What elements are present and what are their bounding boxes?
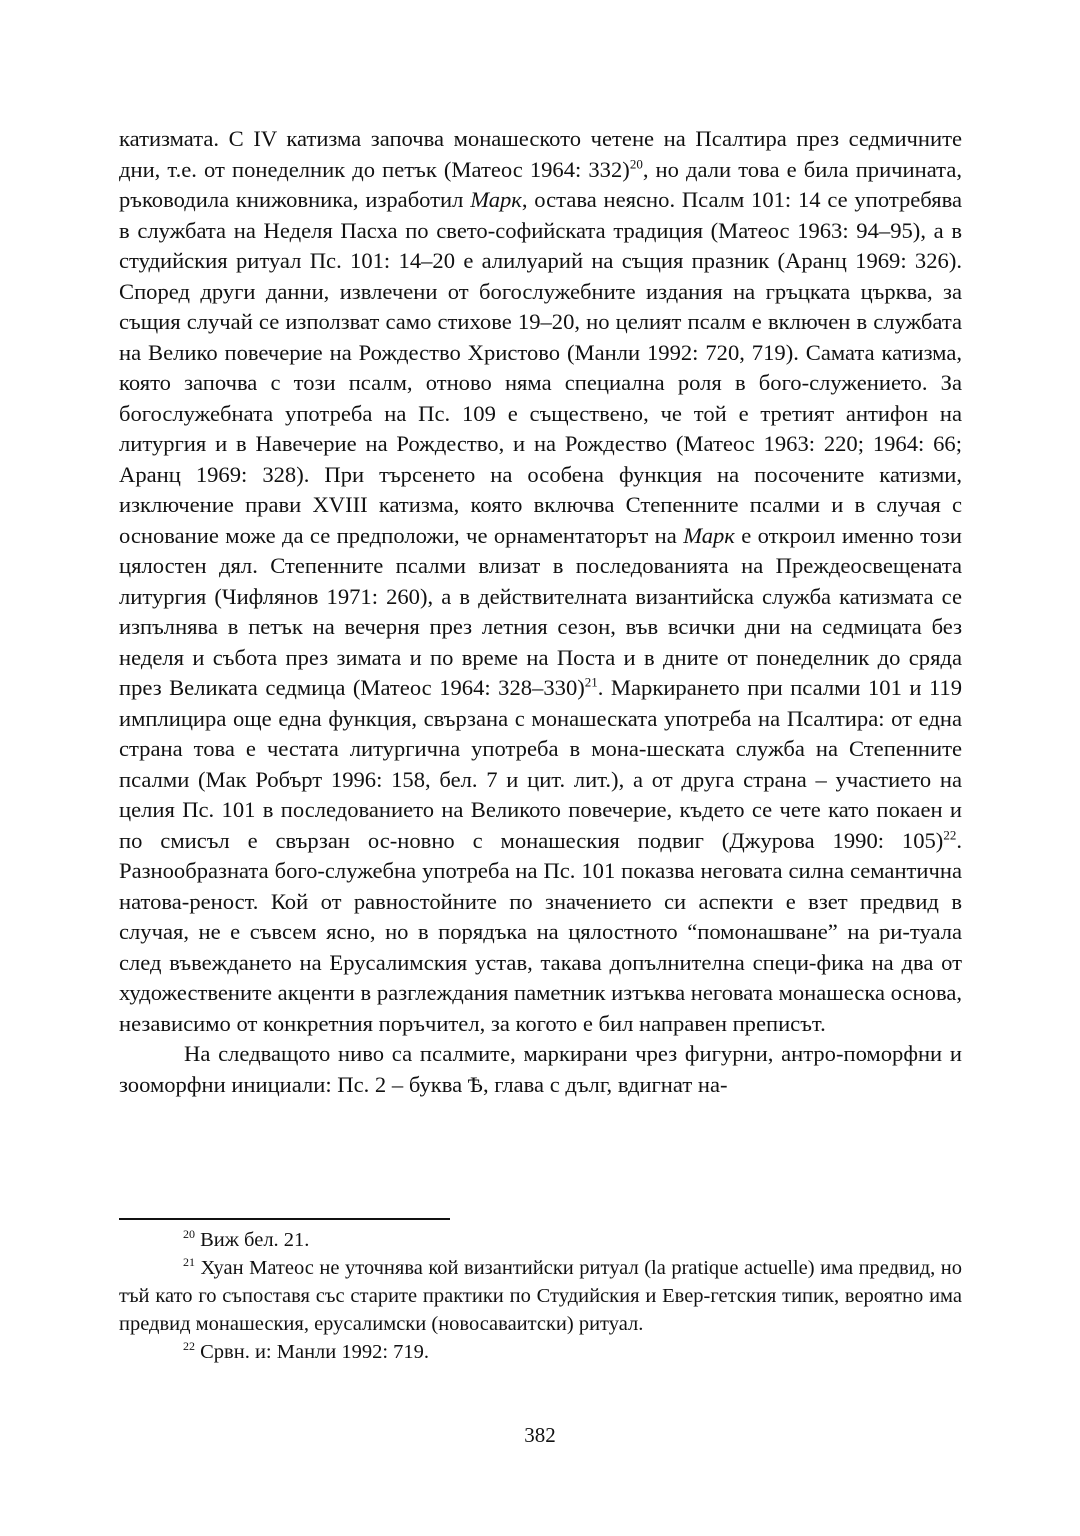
- footnote-text: Хуан Матеос не уточнява кой византийски ритуал (la pratique actuelle) има предвид, но тъй като го съпоставя със старите практики по Студийския и Евер-гетския типик, вероятно има предвид монашеския, ерусалимски (новосаваитски) ритуал.: [119, 1257, 962, 1335]
- text-run: катизмата. С IV катизма започва монашеското четене на Псалтира през седмичните дни, т.е. от понеделник до петък (Матеос 1964: 332): [119, 126, 962, 182]
- footnote-21: [119, 1254, 962, 1338]
- main-text: [119, 124, 962, 1100]
- footnote-20: [119, 1226, 962, 1254]
- manuscript-title: Марк: [683, 522, 735, 548]
- footnote-separator: [119, 1218, 450, 1220]
- text-run: . Разнообразната бого-служебна употреба на Пс. 101 показва неговата силна семантична натова-реност. Кой от равностойните по значението си аспекти е взет предвид в случая, не е съвсем ясно, но в порядъка на цялостното “помонашване” на ри-туала след въвеждането на Ерусалимския устав, такава допълнителна специ-фика на два от художествените акценти в разглеждания паметник изтъква неговата монашеска основа, независимо от конкретния поръчител, за когото е бил направен преписът.: [119, 827, 962, 1036]
- footnote-number: 20: [183, 1227, 195, 1242]
- footnote-text: Срвн. и: Манли 1992: 719.: [200, 1341, 430, 1363]
- page-number: 382: [524, 1423, 556, 1447]
- footnotes: [119, 1226, 962, 1366]
- paragraph-1: [119, 124, 962, 1039]
- footnote-number: 22: [183, 1339, 195, 1354]
- footnote-22: [119, 1338, 962, 1366]
- text-run: , остава неясно. Псалм 101: 14 се употребява в службата на Неделя Пасха по свето-софийската традиция (Матеос 1963: 94–95), а в студийския ритуал Пс. 101: 14–20 е алилуарий на същия празник (Аранц 1969: 326). Според други данни, извлечени от богослужебните издания на гръцката църква, за същия случай се използват само стихове 19–20, но целият псалм е включен в службата на Велико повечерие на Рождество Христово (Манли 1992: 720, 719). Самата катизма, която започва с този псалм, отново няма специална роля в бого-служението. За богослужебната употреба на Пс. 109 е съществено, че той е третият антифон на литургия и в Навечерие на Рождество, и на Рождество (Матеос 1963: 220; 1964: 66; Аранц 1969: 328). При търсенето на особена функция на посочените катизми, изключение прави XVIII катизма, която включва Степенните псалми и в случая с основание може да се предположи, че орнаментаторът на: [119, 187, 963, 548]
- footnote-text: Виж бел. 21.: [200, 1229, 310, 1251]
- text-run: . Маркирането при псалми 101 и 119 имплицира още една функция, свързана с монашеската употреба на Псалтира: от една страна това е честата литургична употреба в мона-шеската служба на Степенните псалми (Мак Робърт 1996: 158, бел. 7 и цит. лит.), а от друга страна – участието на целия Пс. 101 в последованието на Великото повечерие, където се чете като покаен и по смисъл е свързан ос-новно с монашеския подвиг (Джурова 1990: 105): [119, 675, 963, 853]
- footnote-ref-21[interactable]: 21: [584, 674, 598, 690]
- paragraph-2: На следващото ниво са псалмите, маркирани чрез фигурни, антро-поморфни и зооморфни инициали: Пс. 2 – буква Ѣ, глава с дълг, вдигнат на-: [119, 1041, 962, 1097]
- footnote-ref-22[interactable]: 22: [943, 826, 957, 842]
- text-run: е откроил именно този цялостен дял. Степенните псалми влизат в последованията на Преждеосвещената литургия (Чифлянов 1971: 260), а в действителната византийска служба катизмата се изпълнява в петък на вечерня през летния сезон, във всички дни на седмицата без неделя и събота през зимата и по време на Поста и в дните от понеделник до сряда през Великата седмица (Матеос 1964: 328–330): [119, 522, 963, 700]
- footnote-number: 21: [183, 1255, 195, 1270]
- manuscript-title: Марк: [470, 187, 522, 212]
- text-run: , но дали това е била причината, ръководила книжовника, изработил: [119, 156, 962, 212]
- footnote-ref-20[interactable]: 20: [629, 155, 643, 171]
